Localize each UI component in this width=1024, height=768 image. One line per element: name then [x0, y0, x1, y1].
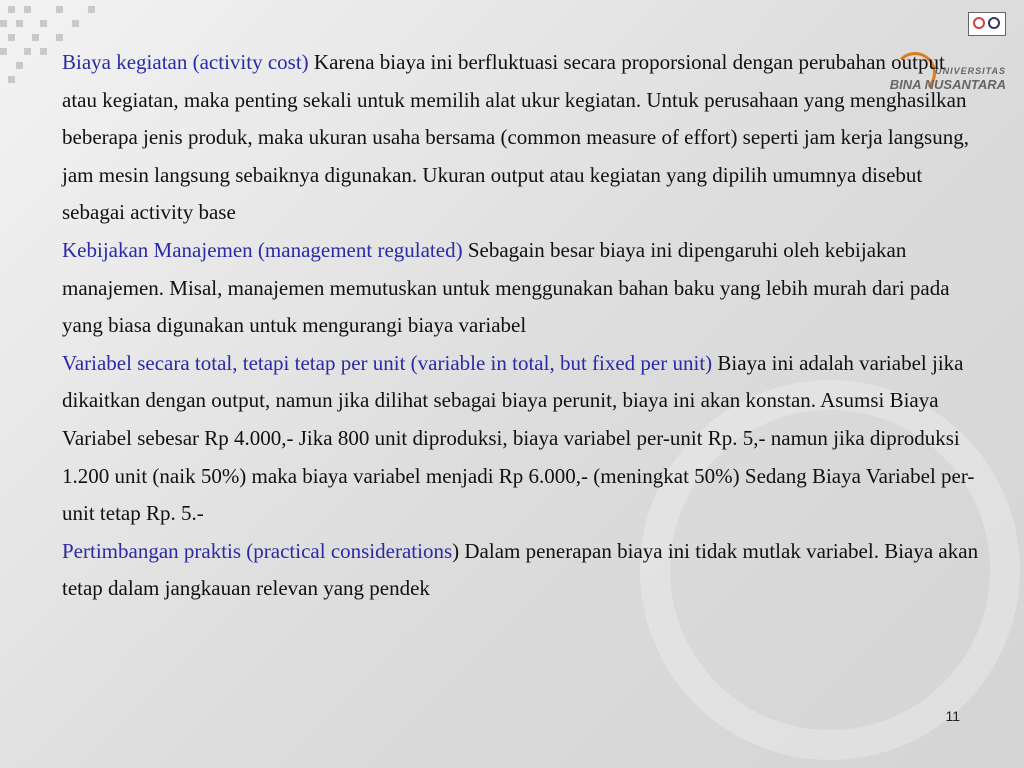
paragraph-heading: Biaya kegiatan (activity cost)	[62, 50, 309, 74]
paragraph	[62, 345, 982, 533]
logo-line2: BINA NUSANTARA	[889, 77, 1006, 92]
slide-content	[62, 44, 982, 608]
paragraph-body: ) Dalam penerapan biaya ini tidak mutlak variabel. Biaya akan tetap dalam jangkauan relevan yang pendek	[62, 538, 979, 601]
paragraph-heading: Kebijakan Manajemen (management regulated)	[62, 237, 463, 262]
logo-line1: UNIVERSITAS	[935, 66, 1006, 76]
page-number: 11	[945, 708, 960, 724]
paragraph	[62, 44, 982, 232]
paragraph-body: Karena biaya ini berfluktuasi secara proporsional dengan perubahan output atau kegiatan, maka penting sekali untuk memilih alat ukur kegiatan. Untuk perusahaan yang menghasilkan beberapa jenis produk, maka ukuran usaha bersama (common measure of effort) seperti jam kerja langsung, jam mesin langsung sebaiknya digunakan. Ukuran output atau kegiatan yang dipilih umumnya disebut sebagai activity base	[62, 50, 969, 225]
paragraph	[62, 232, 982, 345]
paragraph-heading: Variabel secara total, tetapi tetap per unit (variable in total, but fixed per unit)	[62, 350, 713, 375]
paragraph-body: Sebagain besar biaya ini dipengaruhi oleh kebijakan manajemen. Misal, manajemen memutuskan untuk menggunakan bahan baku yang lebih murah dari pada yang biasa digunakan untuk mengurangi biaya variabel	[62, 237, 950, 338]
paragraph	[62, 533, 982, 608]
paragraph-heading: Pertimbangan praktis (practical considerations	[62, 538, 453, 563]
badge-icon	[968, 12, 1006, 36]
paragraph-body: Biaya ini adalah variabel jika dikaitkan dengan output, namun jika dilihat sebagai biaya perunit, biaya ini akan konstan. Asumsi Biaya Variabel sebesar Rp 4.000,- Jika 800 unit diproduksi, biaya variabel per-unit Rp. 5,- namun jika diproduksi 1.200 unit (naik 50%) maka biaya variabel menjadi Rp 6.000,- (meningkat 50%) Sedang Biaya Variabel per-unit tetap Rp. 5.-	[62, 350, 975, 526]
